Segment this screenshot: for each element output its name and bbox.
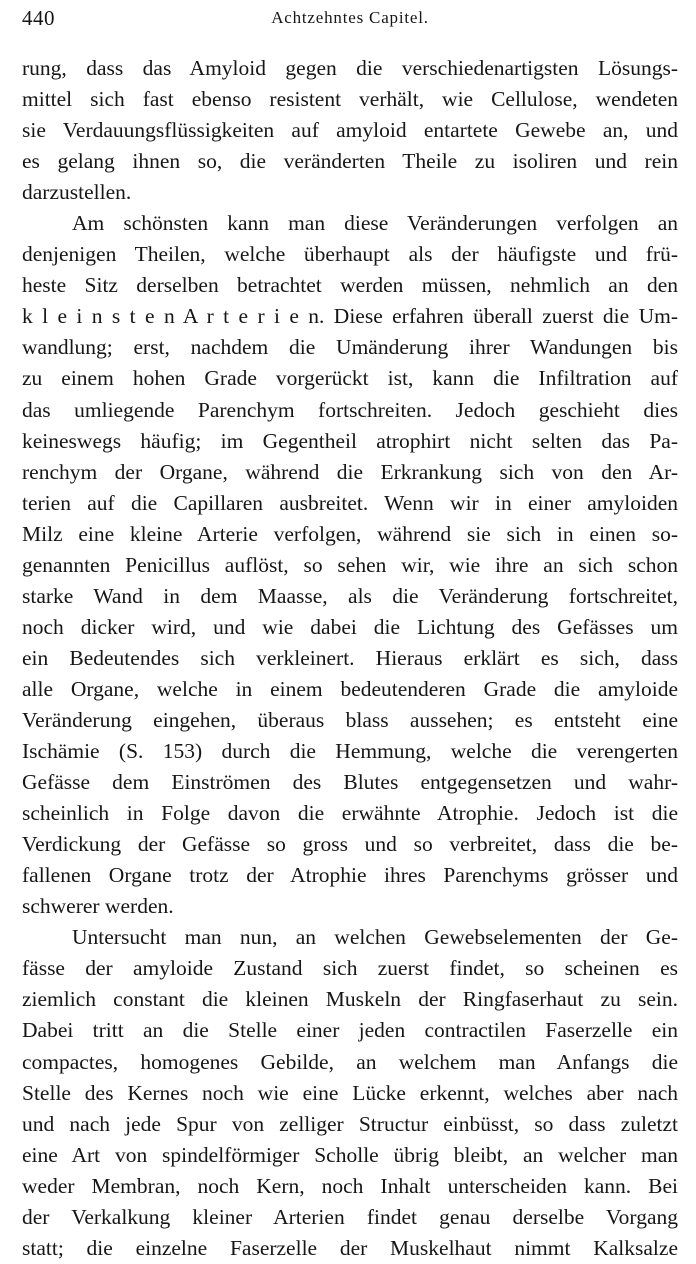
- text-line: Gefässe dem Einströmen des Blutes entgegensetzen und wahr-: [22, 770, 678, 795]
- text-line: statt; die einzelne Faserzelle der Muskelhaut nimmt Kalksalze: [22, 1235, 678, 1260]
- text-line: das umliegende Parenchym fortschreiten. Jedoch geschieht dies: [22, 397, 678, 422]
- text-line: k l e i n s t e n A r t e r i e n. Diese erfahren überall zuerst die Um-: [22, 304, 678, 329]
- text-line: fässe der amyloide Zustand sich zuerst findet, so scheinen es: [22, 956, 678, 981]
- text-line: es gelang ihnen so, die veränderten Theile zu isoliren und rein: [22, 149, 678, 174]
- text-line: sie Verdauungsflüssigkeiten auf amyloid entartete Gewebe an, und: [22, 118, 678, 143]
- text-line: schwerer werden.: [22, 894, 174, 919]
- text-line: ziemlich constant die kleinen Muskeln der Ringfaserhaut zu sein.: [22, 987, 678, 1012]
- text-line: rung, dass das Amyloid gegen die verschiedenartigsten Lösungs-: [22, 56, 678, 80]
- text-line: genannten Penicillus auflöst, so sehen wir, wie ihre an sich schon: [22, 552, 678, 577]
- page-header: [22, 6, 678, 34]
- text-line: weder Membran, noch Kern, noch Inhalt unterscheiden kann. Bei: [22, 1173, 678, 1198]
- text-line: Dabei tritt an die Stelle einer jeden contractilen Faserzelle ein: [22, 1018, 678, 1043]
- text-line: heste Sitz derselben betrachtet werden müssen, nehmlich an den: [22, 273, 678, 298]
- text-line: der Verkalkung kleiner Arterien findet genau derselbe Vorgang: [22, 1204, 678, 1229]
- text-line: zu einem hohen Grade vorgerückt ist, kann die Infiltration auf: [22, 366, 678, 391]
- text-line: scheinlich in Folge davon die erwähnte Atrophie. Jedoch ist die: [22, 801, 678, 826]
- page-number: 440: [22, 6, 55, 30]
- text-line: mittel sich fast ebenso resistent verhält, wie Cellulose, wendeten: [22, 87, 678, 112]
- text-line: Ischämie (S. 153) durch die Hemmung, welche die verengerten: [22, 739, 678, 764]
- book-page: [22, 0, 678, 1260]
- text-line: Milz eine kleine Arterie verfolgen, während sie sich in einen so-: [22, 521, 678, 546]
- running-head: Achtzehntes Capitel.: [271, 8, 429, 27]
- text-line: Verdickung der Gefässe so gross und so verbreitet, dass die be-: [22, 832, 678, 857]
- text-line: renchym der Organe, während die Erkrankung sich von den Ar-: [22, 459, 678, 484]
- text-line: Untersucht man nun, an welchen Gewebselementen der Ge-: [72, 925, 678, 950]
- text-line: fallenen Organe trotz der Atrophie ihres Parenchyms grösser und: [22, 863, 678, 888]
- text-line: eine Art von spindelförmiger Scholle übrig bleibt, an welcher man: [22, 1142, 678, 1167]
- text-line: compactes, homogenes Gebilde, an welchem man Anfangs die: [22, 1049, 678, 1074]
- text-line: Stelle des Kernes noch wie eine Lücke erkennt, welches aber nach: [22, 1080, 678, 1105]
- text-line: noch dicker wird, und wie dabei die Lichtung des Gefässes um: [22, 614, 678, 639]
- text-line: Am schönsten kann man diese Veränderungen verfolgen an: [72, 211, 678, 236]
- text-line: starke Wand in dem Maasse, als die Veränderung fortschreitet,: [22, 583, 678, 608]
- text-line: Veränderung eingehen, überaus blass aussehen; es entsteht eine: [22, 707, 678, 732]
- body-text: [22, 53, 678, 1264]
- text-line: terien auf die Capillaren ausbreitet. Wenn wir in einer amyloiden: [22, 490, 678, 515]
- text-line: ein Bedeutendes sich verkleinert. Hieraus erklärt es sich, dass: [22, 645, 678, 670]
- text-line: darzustellen.: [22, 180, 132, 205]
- text-line: und nach jede Spur von zelliger Structur einbüsst, so dass zuletzt: [22, 1111, 678, 1136]
- text-line: alle Organe, welche in einem bedeutenderen Grade die amyloide: [22, 676, 678, 701]
- text-line: keineswegs häufig; im Gegentheil atrophirt nicht selten das Pa-: [22, 428, 678, 453]
- text-line: wandlung; erst, nachdem die Umänderung ihrer Wandungen bis: [22, 335, 678, 360]
- text-line: denjenigen Theilen, welche überhaupt als der häufigste und frü-: [22, 242, 678, 267]
